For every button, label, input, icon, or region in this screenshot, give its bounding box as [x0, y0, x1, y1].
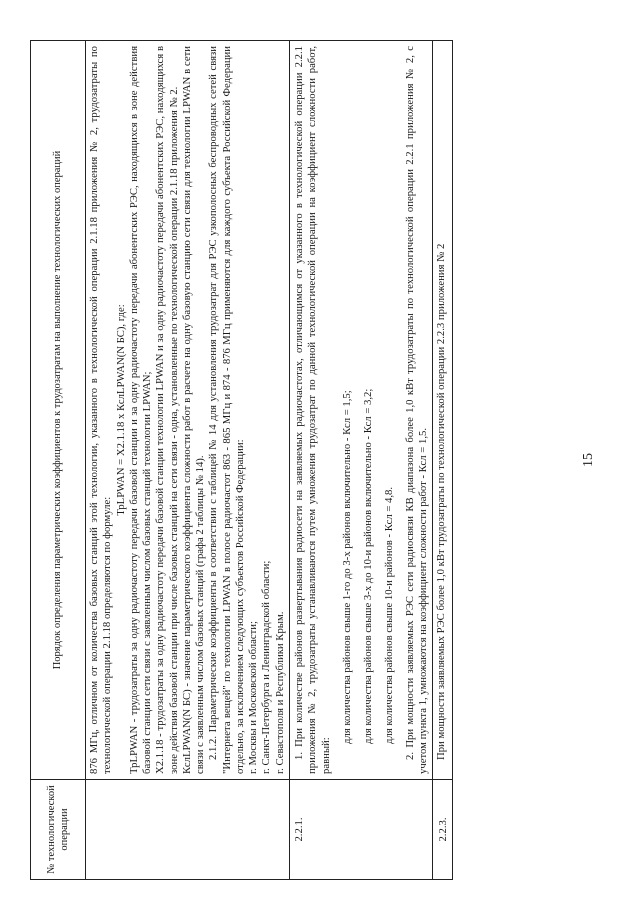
row-number: 2.2.1.: [289, 780, 432, 880]
row-number: [86, 780, 290, 880]
paragraph: ТрLPWAN - трудозатраты за одну радиочастоту передачи базовой станции и за одну радиочастоту передачи абонентских РЭС, находящихся в зоне действия базовой станции сети связи с заявленным числом базовых станций технологии LPWAN;: [127, 46, 154, 774]
table-row: [433, 41, 453, 880]
row-content: [86, 41, 290, 780]
paragraph: 876 МГц, отличном от количества базовых станций этой технологии, указанного в технологической операции 2.1.18 приложения № 2, трудозатраты по технологической операции 2.1.18 определяются по формуле:: [88, 46, 114, 774]
paragraph: При мощности заявляемых РЭС более 1,0 кВт трудозатраты по технологической операции 2.2.3 приложения № 2: [435, 243, 448, 760]
list-item: г. Москвы и Московской области;: [247, 621, 260, 774]
list-item: г. Севастополя и Республики Крым.: [273, 611, 286, 774]
paragraph: 1. При количестве районов развертывания радиосети на заявляемых радиочастотах, отличающимся от указанного в технологической операции 2.2.1 приложения № 2, трудозатраты устанавливаются путем умножения трудозатрат по данной технологической операции на коэффициент сложности работ, равный:: [292, 46, 332, 774]
paragraph: КслLPWAN(N БС) - значение параметрического коэффициента сложности работ в расчете на одну базовую станцию сети связи для технологии LPWAN в сети связи с заявленным числом базовых станций (графа 2 таблицы № 14).: [180, 46, 207, 774]
row-number: 2.2.3.: [433, 780, 453, 880]
row-content: [433, 41, 453, 780]
list-item: г. Санкт-Петербурга и Ленинградской области;: [260, 560, 273, 774]
paragraph: 2. При мощности заявляемых РЭС сети радиосвязи КВ диапазона более 1,0 кВт трудозатраты по технологической операции 2.2.1 приложения № 2, с учетом пункта 1, умножаются на коэффициент сложности работ - Ксл = 1,5.: [403, 46, 429, 774]
coefficients-table: [30, 40, 453, 880]
rotated-page: [30, 40, 596, 880]
paragraph: X2.1.18 - трудозатраты за одну радиочастоту передачи базовой станции технологии LPWAN и за одну радиочастоту передачи абонентских РЭС, находящихся в зоне действия базовой станции при числе базовых станций на сети связи - одна, установленные по технологической операции 2.1.18 приложения № 2.: [154, 46, 180, 774]
list-item: для количества районов свыше 1-го до 3-х районов включительно - Ксл = 1,5;: [340, 390, 353, 744]
table-row: [289, 41, 432, 880]
paragraph: 2.1.2. Параметрические коэффициенты в соответствии с таблицей № 14 для установления трудозатрат для РЭС узкополосных беспроводных сетей связи "Интернета вещей" по технологии LPWAN в полосе радиочастот 863 - 865 МГц и 874 - 876 МГц применяются для каждого субъекта Российской Федерации отдельно, за исключением следующих субъектов Российской Федерации:: [207, 46, 246, 774]
list-item: для количества районов свыше 3-х до 10-и районов включительно - Ксл = 3,2;: [362, 388, 375, 744]
row-content: [289, 41, 432, 780]
coefficient-list: [341, 46, 397, 744]
table-header-row: [31, 41, 86, 880]
header-procedure: Порядок определения параметрических коэффициентов к трудозатратам на выполнение технологических операций: [31, 41, 86, 780]
page-number: 15: [581, 453, 596, 467]
list-item: для количества районов свыше 10-и районов - Ксл = 4,8.: [383, 486, 396, 744]
header-operation-number: № технологической операции: [31, 780, 86, 880]
table-row: [86, 41, 290, 880]
formula: ТрLPWAN = X2.1.18 x КслLPWAN(N БС), где:: [114, 304, 127, 516]
